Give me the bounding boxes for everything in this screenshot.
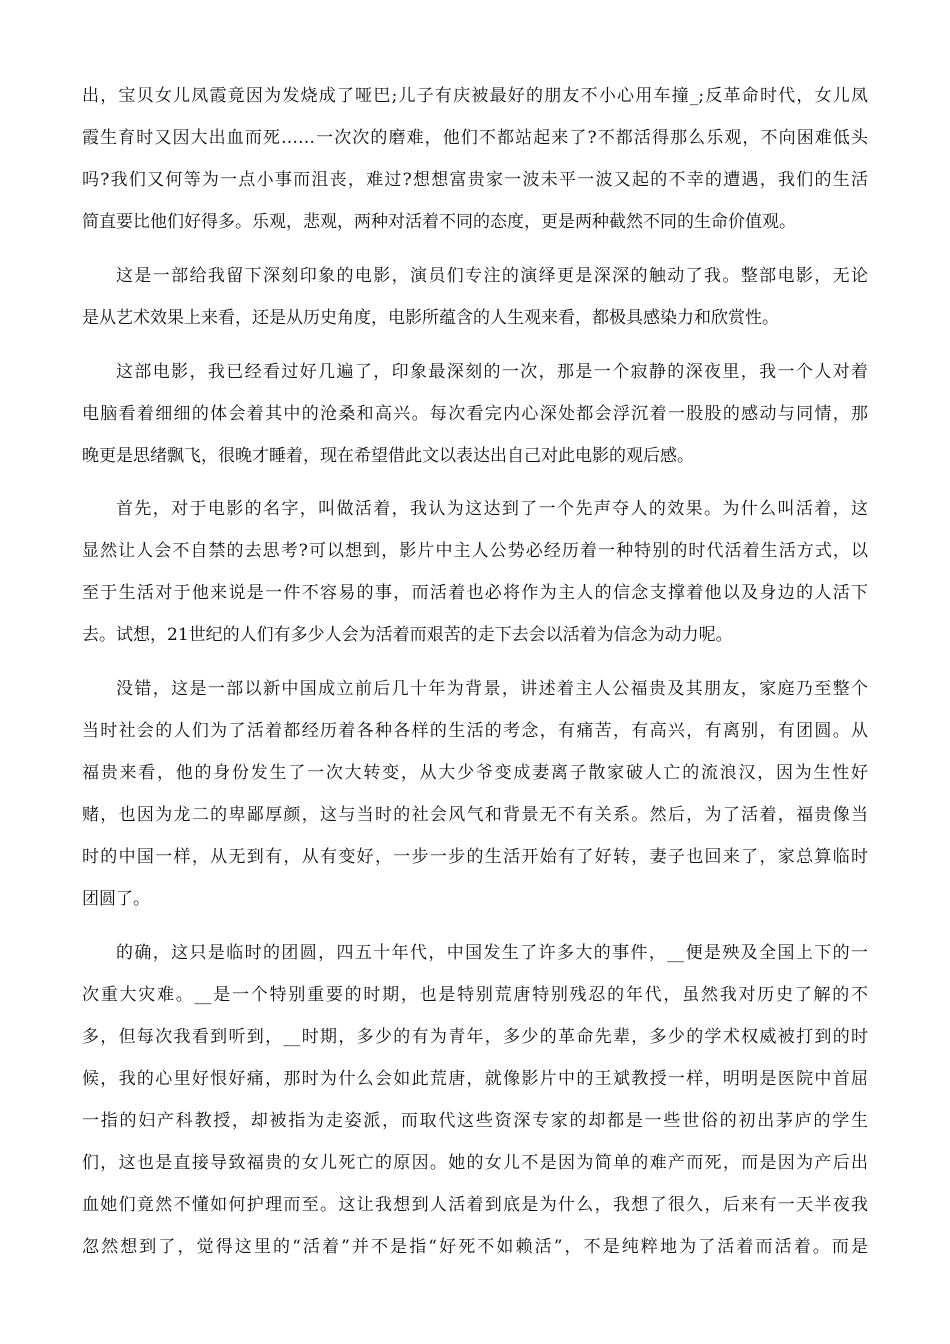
paragraph-6-line-2: 次重大灾难。__是一个特别重要的时期，也是特别荒唐特别残忍的年代，虽然我对历史了解的不 [82, 985, 868, 1005]
paragraph-4-line-4: 去。试想，21世纪的人们有多少人会为活着而艰苦的走下去会以活着为信念为动力呢。 [82, 625, 733, 645]
paragraph-5-line-5: 时的中国一样，从无到有，从有变好，一步一步的生活开始有了好转，妻子也回来了，家总算临时 [82, 847, 868, 867]
paragraph-3-line-3: 晚更是思绪飘飞，很晚才睡着，现在希望借此文以表达出自己对此电影的观后感。 [82, 446, 694, 466]
paragraph-6-line-1: 的确，这只是临时的团圆，四五十年代，中国发生了许多大的事件，__便是殃及全国上下的一 [116, 943, 868, 963]
paragraph-5-line-1: 没错，这是一部以新中国成立前后几十年为背景，讲述着主人公福贵及其朋友，家庭乃至整个 [116, 679, 868, 699]
paragraph-4-line-2: 显然让人会不自禁的去思考?可以想到，影片中主人公势必经历着一种特别的时代活着生活方式，以 [82, 541, 868, 561]
paragraph-6-line-4: 候，我的心里好恨好痛，那时为什么会如此荒唐，就像影片中的王斌教授一样，明明是医院中首屈 [82, 1069, 868, 1089]
paragraph-6-line-8: 忽然想到了，觉得这里的“活着”并不是指“好死不如赖活”，不是纯粹地为了活着而活着。而是 [82, 1237, 868, 1257]
paragraph-5-line-6: 团圆了。 [82, 889, 150, 909]
paragraph-1-line-2: 霞生育时又因大出血而死……一次次的磨难，他们不都站起来了?不都活得那么乐观，不向困难低头 [82, 128, 868, 148]
paragraph-6-line-7: 血她们竟然不懂如何护理而至。这让我想到人活着到底是为什么，我想了很久，后来有一天半夜我 [82, 1195, 868, 1215]
paragraph-6-line-6: 们，这也是直接导致福贵的女儿死亡的原因。她的女儿不是因为简单的难产而死，而是因为产后出 [82, 1153, 868, 1173]
paragraph-1-line-4: 简直要比他们好得多。乐观，悲观，两种对活着不同的态度，更是两种截然不同的生命价值观。 [82, 212, 796, 232]
paragraph-1-line-1: 出，宝贝女儿凤霞竟因为发烧成了哑巴;儿子有庆被最好的朋友不小心用车撞_;反革命时代，女儿凤 [82, 86, 868, 106]
paragraph-4-line-3: 至于生活对于他来说是一件不容易的事，而活着也必将作为主人的信念支撑着他以及身边的人活下 [82, 583, 868, 603]
paragraph-6-line-3: 多，但每次我看到听到，__时期，多少的有为青年，多少的革命先辈，多少的学术权威被打到的时 [82, 1027, 868, 1047]
paragraph-5-line-4: 赌，也因为龙二的卑鄙厚颜，这与当时的社会风气和背景无不有关系。然后，为了活着，福贵像当 [82, 805, 868, 825]
paragraph-1-line-3: 吗?我们又何等为一点小事而沮丧，难过?想想富贵家一波未平一波又起的不幸的遭遇，我们的生活 [82, 170, 868, 190]
paragraph-3-line-2: 电脑看着细细的体会着其中的沧桑和高兴。每次看完内心深处都会浮沉着一股股的感动与同情，那 [82, 404, 868, 424]
paragraph-6-line-5: 一指的妇产科教授，却被指为走姿派，而取代这些资深专家的却都是一些世俗的初出茅庐的学生 [82, 1111, 868, 1131]
paragraph-5-line-2: 当时社会的人们为了活着都经历着各种各样的生活的考念，有痛苦，有高兴，有离别，有团圆。从 [82, 721, 868, 741]
paragraph-3-line-1: 这部电影，我已经看过好几遍了，印象最深刻的一次，那是一个寂静的深夜里，我一个人对着 [116, 362, 868, 382]
paragraph-5-line-3: 福贵来看，他的身份发生了一次大转变，从大少爷变成妻离子散家破人亡的流浪汉，因为生性好 [82, 763, 868, 783]
paragraph-2-line-2: 是从艺术效果上来看，还是从历史角度，电影所蕴含的人生观来看，都极具感染力和欣赏性。 [82, 308, 779, 328]
paragraph-4-line-1: 首先，对于电影的名字，叫做活着，我认为这达到了一个先声夺人的效果。为什么叫活着，这 [116, 499, 868, 519]
paragraph-2-line-1: 这是一部给我留下深刻印象的电影，演员们专注的演绎更是深深的触动了我。整部电影，无论 [116, 266, 868, 286]
